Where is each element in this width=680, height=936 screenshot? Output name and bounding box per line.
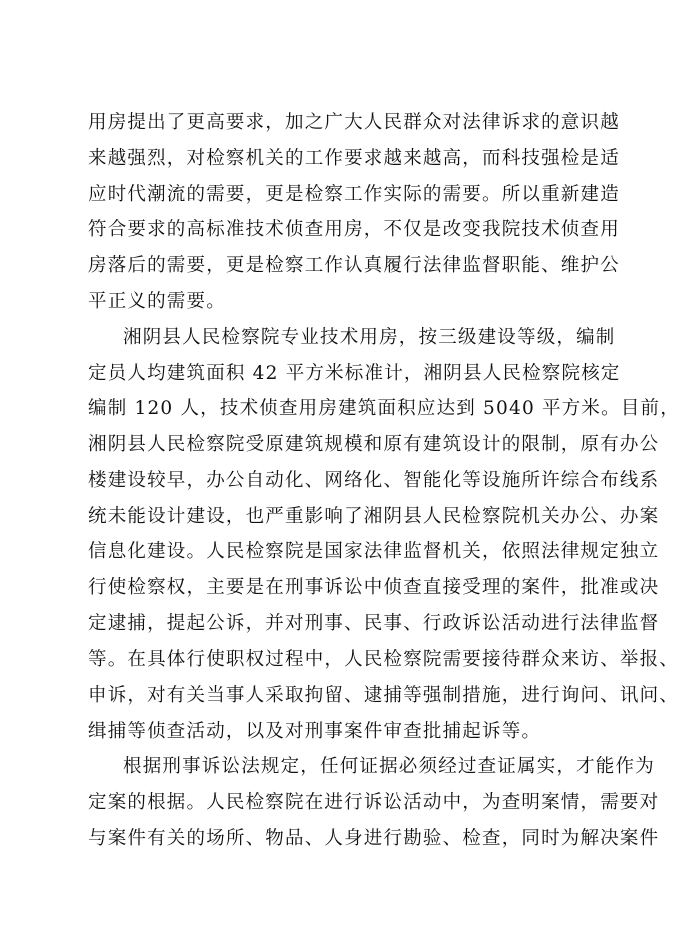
paragraph-line: 应时代潮流的需要，更是检察工作实际的需要。所以重新建造 (88, 184, 620, 205)
paragraph-line: 行使检察权，主要是在刑事诉讼中侦查直接受理的案件，批准或决 (88, 577, 660, 598)
paragraph-line: 编制 120 人，技术侦查用房建筑面积应达到 5040 平方米。目前， (88, 398, 680, 419)
paragraph-line: 来越强烈，对检察机关的工作要求越来越高，而科技强检是适 (88, 148, 620, 169)
paragraph-line: 湘阴县人民检察院受原建筑规模和原有建筑设计的限制，原有办公 (88, 434, 660, 455)
paragraph-first-line: 根据刑事诉讼法规定，任何证据必须经过查证属实，才能作为 (123, 756, 655, 777)
paragraph-line: 信息化建设。人民检察院是国家法律监督机关，依照法律规定独立 (88, 541, 660, 562)
paragraph-line: 申诉，对有关当事人采取拘留、逮捕等强制措施，进行询问、讯问、 (88, 685, 680, 706)
paragraph-line: 平正义的需要。 (88, 291, 226, 312)
paragraph-line: 房落后的需要，更是检察工作认真履行法律监督职能、维护公 (88, 255, 620, 276)
paragraph-line: 用房提出了更高要求，加之广大人民群众对法律诉求的意识越 (88, 112, 620, 133)
paragraph-line: 等。在具体行使职权过程中，人民检察院需要接待群众来访、举报、 (88, 649, 680, 670)
paragraph-line: 与案件有关的场所、物品、人身进行勘验、检查，同时为解决案件 (88, 828, 660, 849)
paragraph-line: 楼建设较早，办公自动化、网络化、智能化等设施所许综合布线系 (88, 470, 660, 491)
paragraph-line: 符合要求的高标准技术侦查用房，不仅是改变我院技术侦查用 (88, 219, 620, 240)
paragraph-line: 定逮捕，提起公诉，并对刑事、民事、行政诉讼活动进行法律监督 (88, 613, 660, 634)
paragraph-first-line: 湘阴县人民检察院专业技术用房，按三级建设等级，编制 (123, 327, 616, 348)
paragraph-line: 定案的根据。人民检察院在进行诉讼活动中，为查明案情，需要对 (88, 792, 660, 813)
paragraph-line: 缉捕等侦查活动，以及对刑事案件审查批捕起诉等。 (88, 721, 542, 742)
paragraph-line: 定员人均建筑面积 42 平方米标准计，湘阴县人民检察院核定 (88, 363, 621, 384)
paragraph-line: 统未能设计建设，也严重影响了湘阴县人民检察院机关办公、办案 (88, 506, 660, 527)
